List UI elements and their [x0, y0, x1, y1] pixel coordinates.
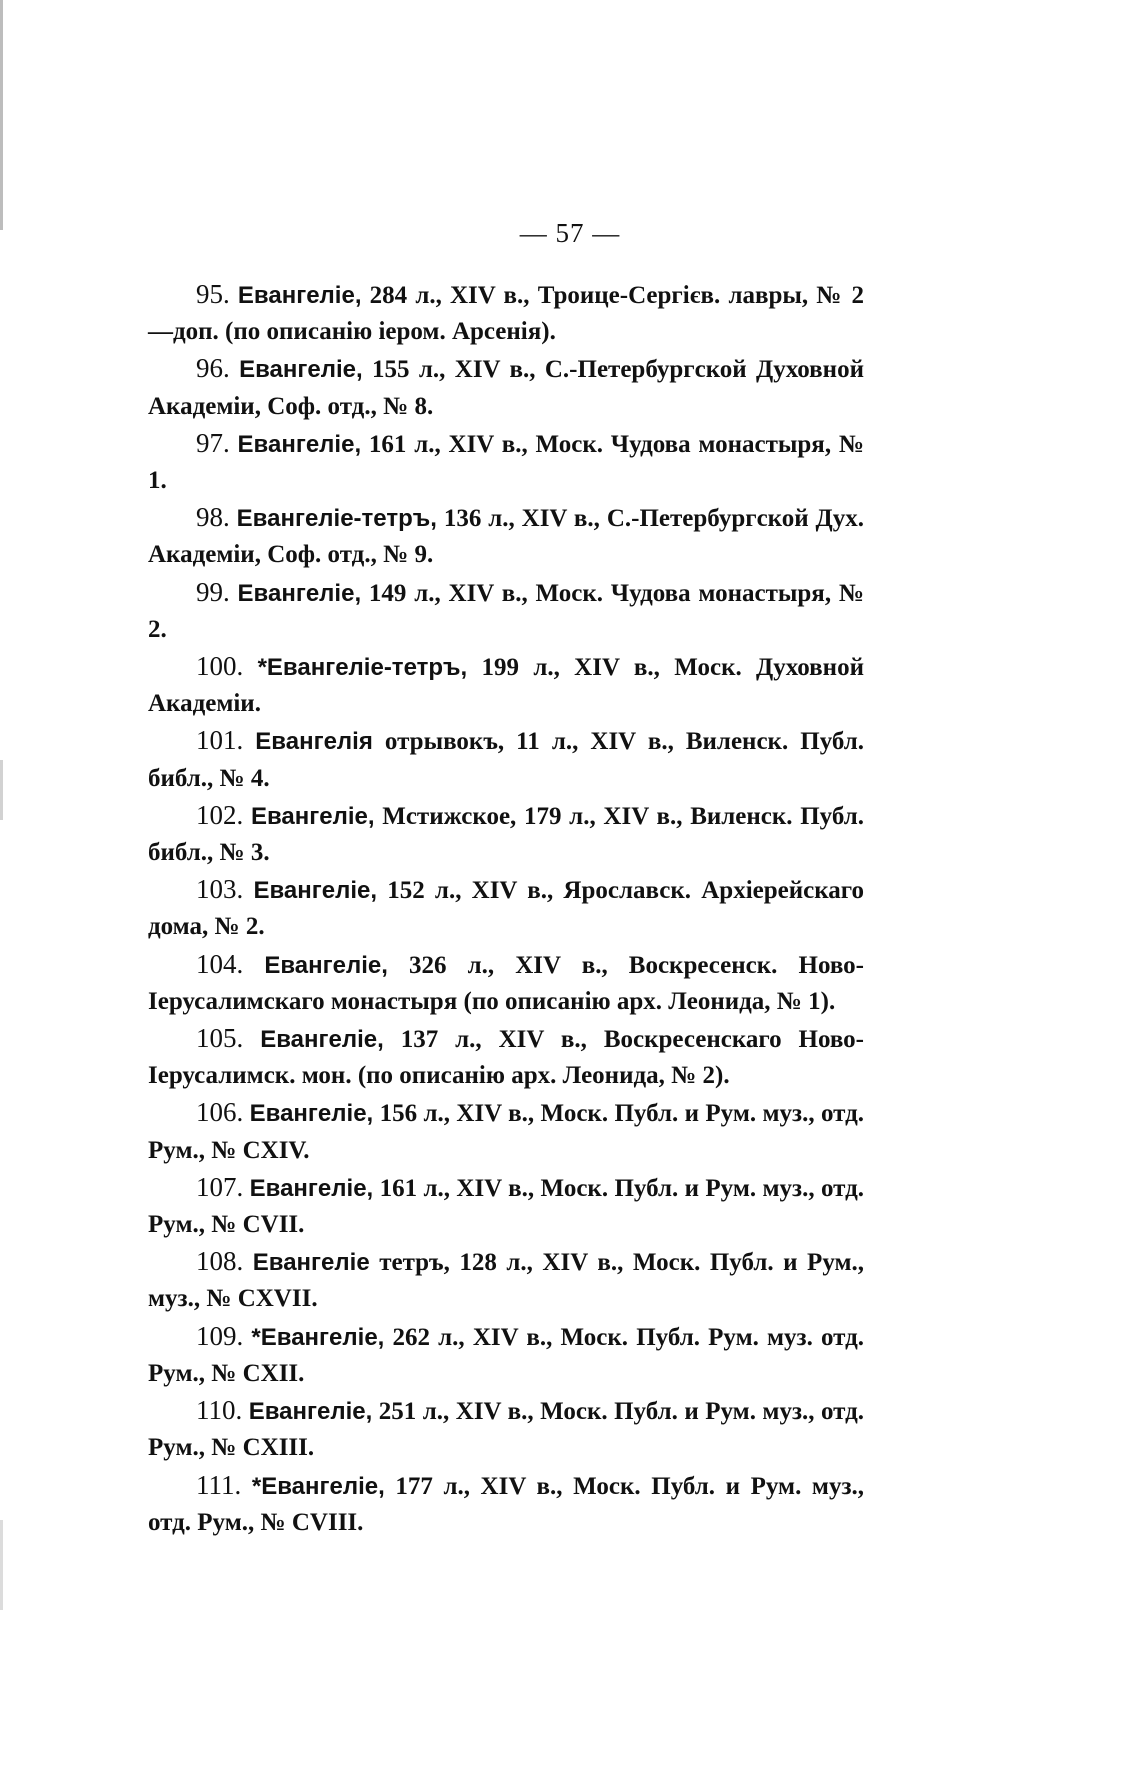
entry-details: 177 л., XIV в., Моск. Публ. и Рум. муз., отд. Рум., № CVIII.	[148, 1472, 864, 1536]
entry-number: 96.	[196, 353, 230, 384]
entry-number: 104.	[196, 948, 244, 979]
catalog-entry	[148, 1318, 864, 1392]
entry-number: 97.	[196, 427, 230, 458]
entry-title: Евангелія	[255, 728, 373, 756]
entry-details: 199 л., XIV в., Моск. Духовной Академіи.	[148, 654, 864, 718]
entry-title: Евангеліе	[252, 1249, 370, 1277]
entry-details: 161 л., XIV в., Моск. Публ. и Рум. муз., отд. Рум., № CVII.	[148, 1174, 865, 1239]
entry-details: 152 л., XIV в., Ярославск. Архіерейскаго дома, № 2.	[148, 877, 865, 941]
scan-edge-mark	[0, 0, 3, 230]
entry-details: 156 л., XIV в., Моск. Публ. и Рум. муз., отд. Рум., № CXIV.	[148, 1100, 865, 1164]
entry-details: 262 л., XIV в., Моск. Публ. Рум. муз. отд. Рум., № CXII.	[148, 1323, 865, 1387]
entry-details: 251 л., XIV в., Моск. Публ. и Рум. муз., отд. Рум., № CXIII.	[148, 1398, 865, 1462]
entry-number: 107.	[196, 1171, 244, 1202]
page-number: — 57 —	[519, 218, 621, 248]
catalog-entry	[148, 350, 864, 424]
catalog-entry	[148, 797, 864, 871]
entry-number: 102.	[196, 799, 244, 830]
scan-edge-mark	[0, 760, 3, 820]
entry-title: Евангеліе,	[237, 579, 362, 607]
entry-number: 106.	[196, 1097, 244, 1128]
catalog-entry	[148, 499, 864, 573]
catalog-entry	[148, 1243, 864, 1317]
entry-title: Евангеліе,	[239, 356, 363, 384]
entry-number: 98.	[196, 502, 230, 533]
catalog-entry	[148, 1020, 864, 1094]
entry-number: 100.	[196, 651, 244, 682]
entry-number: 111.	[196, 1469, 242, 1500]
catalog-entry	[148, 1094, 864, 1168]
entry-details: 284 л., XIV в., Троице-Сергієв. лавры, № 2—доп. (по описанію іером. Арсенія).	[148, 282, 865, 346]
entry-number: 110.	[196, 1395, 243, 1426]
entry-title: Евангеліе,	[237, 430, 362, 458]
catalog-entry	[148, 574, 864, 648]
catalog-entry	[148, 871, 864, 945]
catalog-entry	[148, 946, 864, 1020]
entry-star-mark: *	[251, 1323, 261, 1351]
entry-details: Мстижское, 179 л., XIV в., Виленск. Публ. библ., № 3.	[148, 802, 865, 867]
entry-title: Евангеліе,	[261, 1472, 385, 1500]
entry-title: Евангеліе,	[249, 1174, 374, 1202]
entry-title: Евангеліе,	[260, 1026, 384, 1054]
entry-details: 161 л., XIV в., Моск. Чудова монастыря, № 1.	[148, 430, 864, 495]
entry-number: 108.	[196, 1246, 244, 1277]
entry-details: отрывокъ, 11 л., XIV в., Виленск. Публ. библ., № 4.	[148, 728, 865, 792]
entry-title: Евангеліе,	[264, 951, 388, 979]
entry-number: 101.	[196, 725, 244, 756]
entry-title: Евангеліе-тетръ,	[266, 654, 468, 682]
entry-details: 155 л., XIV в., С.-Петербургской Духовной Академіи, Соф. отд., № 8.	[148, 356, 864, 420]
entry-details: 136 л., XIV в., С.-Петербургской Дух. Академіи, Соф. отд., № 9.	[148, 505, 865, 569]
entry-title: Евангеліе,	[249, 1100, 374, 1128]
entry-title: Евангеліе,	[260, 1323, 385, 1351]
entry-title: Евангеліе-тетръ,	[236, 505, 437, 533]
entry-details: 149 л., XIV в., Моск. Чудова монастыря, № 2.	[148, 579, 864, 643]
catalog-entry	[148, 648, 864, 722]
catalog-entry	[148, 1392, 864, 1466]
entry-details: 326 л., XIV в., Воскресенск. Ново-Іерусалимскаго монастыря (по описанію арх. Леонида, № 1).	[148, 951, 864, 1015]
entry-title: Евангеліе,	[250, 802, 375, 830]
entry-number: 103.	[196, 874, 244, 905]
catalog-entry	[148, 1467, 864, 1541]
entry-number: 99.	[196, 576, 230, 607]
entry-details: 137 л., XIV в., Воскресенскаго Ново-Іерусалимск. мон. (по описанію арх. Леонида, № 2).	[148, 1026, 864, 1090]
catalog-entry	[148, 1169, 864, 1243]
entry-star-mark: *	[257, 654, 267, 682]
entry-title: Евангеліе,	[253, 877, 378, 905]
catalog-entry	[148, 276, 864, 350]
scan-edge-mark	[0, 1520, 3, 1610]
entry-number: 109.	[196, 1320, 244, 1351]
entry-title: Евангеліе,	[237, 282, 362, 309]
catalog-entry	[148, 425, 864, 499]
entry-number: 95.	[196, 279, 230, 309]
entry-details: тетръ, 128 л., XIV в., Моск. Публ. и Рум., муз., № CXVII.	[148, 1249, 865, 1313]
entry-title: Евангеліе,	[248, 1398, 373, 1426]
entry-number: 105.	[196, 1023, 244, 1054]
catalog-entries	[148, 276, 864, 1541]
entry-star-mark: *	[251, 1472, 262, 1500]
catalog-entry	[148, 722, 864, 796]
